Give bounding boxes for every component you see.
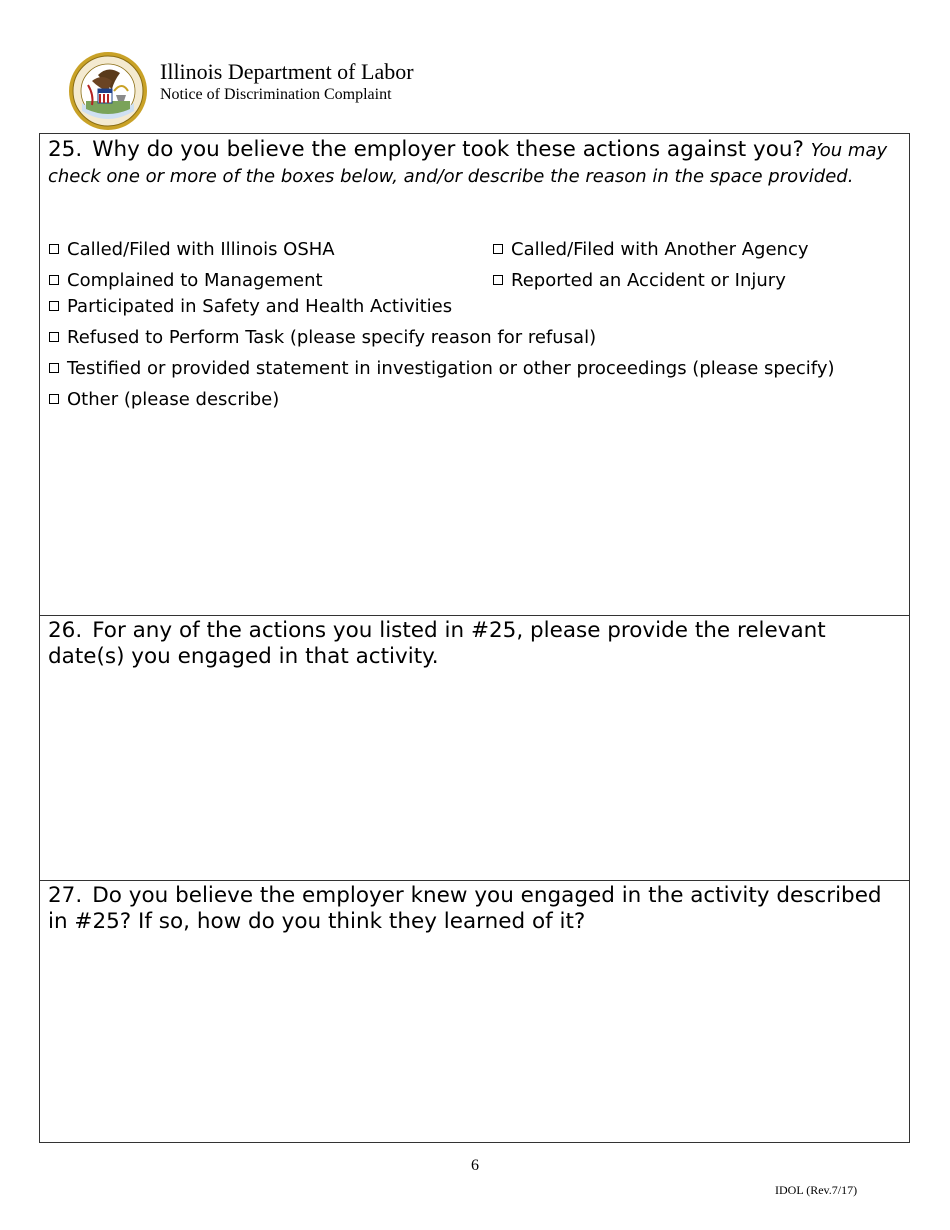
checkbox-icon[interactable] [49, 332, 59, 342]
checkbox-icon[interactable] [49, 301, 59, 311]
option-refused-task[interactable] [49, 327, 596, 349]
question-number: 26. [48, 618, 83, 643]
checkbox-icon[interactable] [49, 244, 59, 254]
state-seal-logo [68, 51, 148, 131]
option-label: Reported an Accident or Injury [511, 270, 786, 291]
revision-label: IDOL (Rev.7/17) [775, 1183, 858, 1197]
option-testified[interactable] [49, 358, 835, 380]
question-25-section [40, 134, 909, 615]
question-26-section[interactable] [40, 615, 909, 880]
option-other[interactable] [49, 389, 279, 411]
option-label: Complained to Management [67, 270, 323, 291]
page-number: 6 [471, 1157, 479, 1174]
question-number: 25. [48, 137, 83, 162]
option-complained-management[interactable] [49, 270, 323, 292]
checkbox-icon[interactable] [49, 363, 59, 373]
option-label: Testified or provided statement in investigation or other proceedings (please specify) [67, 358, 835, 379]
question-text: For any of the actions you listed in #25, please provide the relevant date(s) you engaged in that activity. [48, 618, 826, 669]
option-label: Called/Filed with Illinois OSHA [67, 239, 335, 260]
question-27-section[interactable] [40, 880, 909, 1143]
complaint-form [39, 133, 910, 1143]
form-subtitle: Notice of Discrimination Complaint [160, 86, 392, 103]
question-25-prompt [48, 137, 899, 189]
checkbox-icon[interactable] [493, 275, 503, 285]
option-label: Participated in Safety and Health Activities [67, 296, 453, 317]
option-label: Other (please describe) [67, 389, 280, 410]
question-27-prompt [48, 883, 899, 935]
question-number: 27. [48, 883, 83, 908]
question-hint: You may check one or more of the boxes below, and/or describe the reason in the space provided. [48, 140, 888, 187]
option-label: Refused to Perform Task (please specify reason for refusal) [67, 327, 597, 348]
checkbox-icon[interactable] [49, 275, 59, 285]
agency-name: Illinois Department of Labor [160, 59, 414, 84]
option-label: Called/Filed with Another Agency [511, 239, 809, 260]
question-text: Why do you believe the employer took these actions against you? [92, 137, 804, 162]
question-text: Do you believe the employer knew you engaged in the activity described in #25? If so, how do you think they learned of it? [48, 883, 882, 934]
option-illinois-osha[interactable] [49, 239, 335, 261]
option-safety-activities[interactable] [49, 296, 452, 318]
option-reported-accident[interactable] [493, 270, 786, 292]
question-26-prompt [48, 618, 899, 670]
checkbox-icon[interactable] [49, 394, 59, 404]
option-another-agency[interactable] [493, 239, 809, 261]
checkbox-icon[interactable] [493, 244, 503, 254]
